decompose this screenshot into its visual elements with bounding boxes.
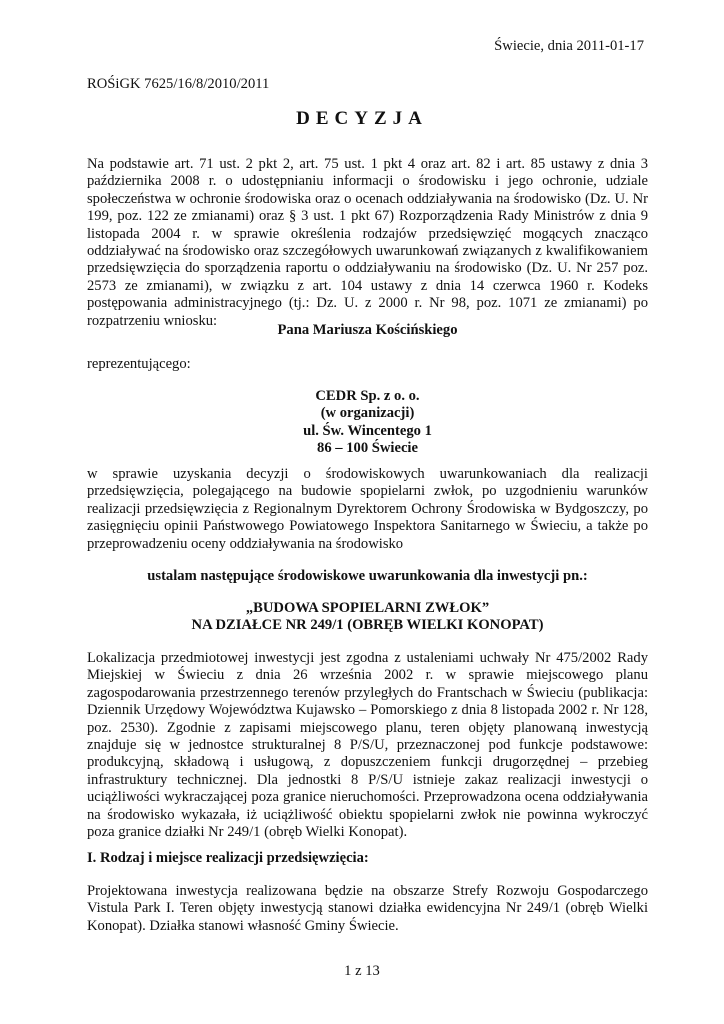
legal-basis-paragraph: Na podstawie art. 71 ust. 2 pkt 2, art. 75 ust. 1 pkt 4 oraz art. 82 i art. 85 ustawy z dnia 3 października 2008 r. o udostępnianiu informacji o środowisku i jego ochronie, udziale społeczeństwa w ochronie środowiska oraz o ocenach oddziaływania na środowisko (Dz. U. Nr 199, poz. 122 ze zmianami) oraz § 3 ust. 1 pkt 67) Rozporządzenia Rady Ministrów z dnia 9 listopada 2004 r. w sprawie określenia rodzajów przedsięwzięć mogących znacząco oddziaływać na środowisko oraz szczegółowych uwarunkowań związanych z kwalifikowaniem przedsięwzięcia do sporządzenia raportu o oddziaływaniu na środowisko (Dz. U. Nr 257 poz. 2573 ze zmianami), w związku z art. 104 ustawy z dnia 14 czerwca 1960 r. Kodeks postępowania administracyjnego (tj.: Dz. U. z 2000 r. Nr 98, poz. 1071 ze zmianami) po rozpatrzeniu wniosku: — [87, 156, 648, 329]
decision-line: ustalam następujące środowiskowe uwarunkowania dla inwestycji pn.: — [147, 568, 588, 584]
project-title — [87, 600, 648, 635]
page-number: 1 z 13 — [344, 963, 380, 979]
case-reference: ROŚiGK 7625/16/8/2010/2011 — [87, 76, 270, 92]
section-1-text: Projektowana inwestycja realizowana będzie na obszarze Strefy Rozwoju Gospodarczego Vistula Park I. Teren objęty inwestycją stanowi działka ewidencyjna Nr 249/1 (obręb Wielki Konopat). Działka stanowi własność Gminy Świecie. — [87, 883, 648, 934]
company-status: (w organizacji) — [320, 405, 415, 422]
location-paragraph: Lokalizacja przedmiotowej inwestycji jest zgodna z ustaleniami uchwały Nr 475/2002 Rady Miejskiej w Świeciu z dnia 26 września 2002 r. w sprawie miejscowego planu zagospodarowania przestrzennego terenów przyległych do Frantschach w Świeciu (publikacja: Dziennik Urzędowy Województwa Kujawsko – Pomorskiego z dnia 8 listopada 2002 r. Nr 128, poz. 2530). Zgodnie z zapisami miejscowego planu, teren objęty planowaną inwestycją znajduje się w jednostce strukturalnej 8 P/S/U, przeznaczonej pod funkcje podstawowe: produkcyjną, składową i usługową, z dopuszczeniem funkcji drugorzędnej – przebieg infrastruktury technicznej. Dla jednostki 8 P/S/U istnieje zakaz realizacji inwestycji o uciążliwości wykraczającej poza granice nieruchomości. Przeprowadzona ocena oddziaływania na środowisko wykazała, iż uciążliwość obiektu spopielarni zwłok nie powinna wykroczyć poza granice działki Nr 249/1 (obręb Wielki Konopat). — [87, 650, 648, 841]
document-date: Świecie, dnia 2011-01-17 — [494, 38, 644, 54]
company-street: ul. Św. Wincentego 1 — [303, 422, 432, 439]
matter-paragraph: w sprawie uzyskania decyzji o środowiskowych uwarunkowaniach dla realizacji przedsięwzięcia, polegającego na budowie spopielarni zwłok, po uzgodnieniu warunków realizacji przedsięwzięcia z Regionalnym Dyrektorem Ochrony Środowiska w Bydgoszczy, po zasięgnięciu opinii Państwowego Powiatowego Inspektora Sanitarnego w Świeciu, a także po przeprowadzeniu oceny oddziaływania na środowisko — [87, 466, 648, 552]
project-title-line-2: NA DZIAŁCE NR 249/1 (OBRĘB WIELKI KONOPAT) — [191, 617, 544, 634]
applicant-name: Pana Mariusza Kościńskiego — [277, 322, 458, 338]
project-title-line-1: „BUDOWA SPOPIELARNI ZWŁOK” — [245, 600, 490, 616]
section-1-heading: I. Rodzaj i miejsce realizacji przedsięwzięcia: — [87, 850, 369, 866]
representing-label: reprezentującego: — [87, 356, 191, 372]
company-name: CEDR Sp. z o. o. — [315, 388, 420, 404]
company-address-block — [87, 388, 648, 458]
company-city: 86 – 100 Świecie — [317, 440, 418, 457]
document-title: DECYZJA — [296, 108, 428, 129]
